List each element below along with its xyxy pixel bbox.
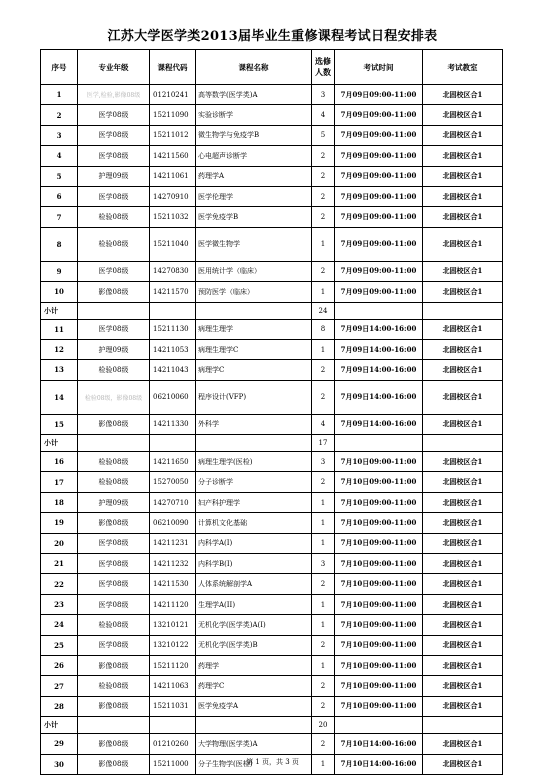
table-row: [41, 261, 503, 281]
cell-exam-time: 7月09日14:00-16:00: [335, 319, 423, 339]
subtotal-blank: [150, 717, 196, 734]
cell-exam-room: 北固校区合1: [423, 85, 503, 105]
cell-exam-time: 7月09日09:00-11:00: [335, 125, 423, 145]
table-row: [41, 186, 503, 206]
cell-exam-time: 7月09日09:00-11:00: [335, 186, 423, 206]
cell-major-grade: 医学08级: [78, 125, 150, 145]
cell-major-grade: 医学08级: [78, 186, 150, 206]
cell-exam-time: 7月09日14:00-16:00: [335, 380, 423, 414]
cell-serial-no: 12: [41, 339, 78, 359]
cell-major-grade: 医学08级: [78, 533, 150, 553]
cell-course-code: 15211130: [150, 319, 196, 339]
table-header-row: [41, 50, 503, 85]
subtotal-blank: [423, 717, 503, 734]
cell-major-grade: 检验08级: [78, 360, 150, 380]
cell-exam-room: 北固校区合1: [423, 380, 503, 414]
cell-course-code: 13210122: [150, 635, 196, 655]
cell-exam-room: 北固校区合1: [423, 339, 503, 359]
cell-serial-no: 14: [41, 380, 78, 414]
cell-exam-time: 7月10日09:00-11:00: [335, 615, 423, 635]
cell-course-name: 无机化学(医学类)B: [196, 635, 312, 655]
table-row: [41, 207, 503, 227]
cell-enrollment: 2: [312, 360, 335, 380]
cell-course-code: 14211330: [150, 414, 196, 434]
cell-exam-room: 北固校区合1: [423, 472, 503, 492]
cell-serial-no: 13: [41, 360, 78, 380]
cell-enrollment: 1: [312, 655, 335, 675]
cell-course-name: 药理学C: [196, 676, 312, 696]
document-title: 江苏大学医学类2013届毕业生重修课程考试日程安排表: [107, 29, 438, 44]
cell-course-name: 药理学A: [196, 166, 312, 186]
cell-exam-time: 7月10日09:00-11:00: [335, 513, 423, 533]
cell-serial-no: 10: [41, 282, 78, 302]
cell-exam-time: 7月10日09:00-11:00: [335, 635, 423, 655]
cell-course-name: 生理学A(II): [196, 594, 312, 614]
cell-enrollment: 3: [312, 554, 335, 574]
cell-course-code: 06210090: [150, 513, 196, 533]
cell-exam-room: 北固校区合1: [423, 105, 503, 125]
table-row: [41, 492, 503, 512]
cell-exam-time: 7月09日09:00-11:00: [335, 85, 423, 105]
table-row: [41, 105, 503, 125]
cell-major-grade: 医学08级: [78, 146, 150, 166]
cell-course-code: 14211063: [150, 676, 196, 696]
cell-exam-room: 北固校区合1: [423, 452, 503, 472]
cell-serial-no: 8: [41, 227, 78, 261]
cell-enrollment: 2: [312, 166, 335, 186]
subtotal-label: 小计: [41, 435, 78, 452]
cell-major-grade: 检验08级: [78, 227, 150, 261]
cell-enrollment: 2: [312, 574, 335, 594]
cell-major-grade: 影像08级: [78, 734, 150, 754]
cell-enrollment: 2: [312, 207, 335, 227]
cell-course-name: 医学免疫学A: [196, 696, 312, 716]
table-row: [41, 655, 503, 675]
cell-course-name: 医学微生物学: [196, 227, 312, 261]
table-row: [41, 146, 503, 166]
cell-enrollment: 2: [312, 261, 335, 281]
cell-enrollment: 2: [312, 380, 335, 414]
header-serial-no: 序号: [41, 50, 78, 85]
cell-course-code: 01210260: [150, 734, 196, 754]
subtotal-label: 小计: [41, 302, 78, 319]
subtotal-blank: [335, 302, 423, 319]
cell-exam-room: 北固校区合1: [423, 533, 503, 553]
table-row: [41, 452, 503, 472]
cell-enrollment: 1: [312, 227, 335, 261]
cell-serial-no: 25: [41, 635, 78, 655]
subtotal-blank: [78, 435, 150, 452]
cell-course-code: 14270710: [150, 492, 196, 512]
subtotal-row: [41, 302, 503, 319]
cell-enrollment: 1: [312, 594, 335, 614]
subtotal-blank: [78, 717, 150, 734]
cell-major-grade: 医学08级: [78, 594, 150, 614]
cell-exam-room: 北固校区合1: [423, 676, 503, 696]
cell-course-name: 医用统计学（临床）: [196, 261, 312, 281]
header-major-grade: 专业年级: [78, 50, 150, 85]
cell-course-code: 14270830: [150, 261, 196, 281]
cell-serial-no: 11: [41, 319, 78, 339]
table-body: [41, 85, 503, 775]
subtotal-blank: [196, 302, 312, 319]
cell-serial-no: 19: [41, 513, 78, 533]
cell-major-grade: [78, 380, 150, 414]
table-row: [41, 414, 503, 434]
cell-exam-room: 北固校区合1: [423, 261, 503, 281]
cell-exam-room: 北固校区合1: [423, 655, 503, 675]
table-row: [41, 574, 503, 594]
cell-exam-room: 北固校区合1: [423, 166, 503, 186]
cell-major-grade: 检验08级: [78, 676, 150, 696]
cell-exam-room: 北固校区合1: [423, 615, 503, 635]
cell-exam-time: 7月09日09:00-11:00: [335, 105, 423, 125]
cell-exam-room: 北固校区合1: [423, 696, 503, 716]
cell-enrollment: 1: [312, 492, 335, 512]
cell-enrollment: 1: [312, 282, 335, 302]
cell-exam-time: 7月09日14:00-16:00: [335, 360, 423, 380]
header-exam-time: 考试时间: [335, 50, 423, 85]
cell-enrollment: 2: [312, 146, 335, 166]
cell-course-name: 计算机文化基础: [196, 513, 312, 533]
table-row: [41, 85, 503, 105]
cell-major-grade: 检验08级: [78, 615, 150, 635]
cell-course-code: 15211012: [150, 125, 196, 145]
cell-course-code: 13210121: [150, 615, 196, 635]
subtotal-blank: [335, 435, 423, 452]
cell-course-name: 程序设计(VFP): [196, 380, 312, 414]
cell-enrollment: 2: [312, 696, 335, 716]
table-row: [41, 635, 503, 655]
cell-course-name: 病理生理学: [196, 319, 312, 339]
cell-course-name: 内科学B(I): [196, 554, 312, 574]
cell-course-name: 分子诊断学: [196, 472, 312, 492]
cell-exam-room: 北固校区合1: [423, 186, 503, 206]
cell-exam-room: 北固校区合1: [423, 513, 503, 533]
cell-course-code: 14211650: [150, 452, 196, 472]
cell-enrollment: 2: [312, 635, 335, 655]
subtotal-blank: [196, 435, 312, 452]
cell-exam-time: 7月09日14:00-16:00: [335, 339, 423, 359]
cell-course-code: 15211031: [150, 696, 196, 716]
table-row: [41, 125, 503, 145]
cell-enrollment: 5: [312, 125, 335, 145]
cell-course-code: 14211231: [150, 533, 196, 553]
cell-course-name: 药理学: [196, 655, 312, 675]
cell-course-code: 15211120: [150, 655, 196, 675]
cell-course-name: 外科学: [196, 414, 312, 434]
subtotal-blank: [335, 717, 423, 734]
header-exam-room: 考试教室: [423, 50, 503, 85]
cell-course-code: 15211000: [150, 754, 196, 774]
subtotal-count: 20: [312, 717, 335, 734]
cell-course-code: 15211032: [150, 207, 196, 227]
cell-major-grade: 护理09级: [78, 492, 150, 512]
cell-enrollment: 2: [312, 676, 335, 696]
cell-course-name: 预防医学（临床）: [196, 282, 312, 302]
cell-exam-room: 北固校区合1: [423, 360, 503, 380]
cell-course-name: 高等数学(医学类)A: [196, 85, 312, 105]
cell-exam-room: 北固校区合1: [423, 554, 503, 574]
cell-exam-room: 北固校区合1: [423, 207, 503, 227]
cell-exam-time: 7月09日09:00-11:00: [335, 261, 423, 281]
cell-enrollment: 3: [312, 452, 335, 472]
table-row: [41, 360, 503, 380]
table-row: [41, 380, 503, 414]
cell-exam-time: 7月10日09:00-11:00: [335, 676, 423, 696]
cell-exam-time: 7月10日09:00-11:00: [335, 472, 423, 492]
cell-course-code: 14211560: [150, 146, 196, 166]
table-row: [41, 319, 503, 339]
cell-course-code: 06210060: [150, 380, 196, 414]
table-row: [41, 339, 503, 359]
cell-major-grade: 影像08级: [78, 513, 150, 533]
cell-course-code: 14211043: [150, 360, 196, 380]
cell-serial-no: 9: [41, 261, 78, 281]
cell-course-code: 01210241: [150, 85, 196, 105]
table-row: [41, 472, 503, 492]
cell-course-code: 15211040: [150, 227, 196, 261]
cell-serial-no: 4: [41, 146, 78, 166]
cell-enrollment: 1: [312, 615, 335, 635]
cell-major-grade: 检验08级: [78, 452, 150, 472]
cell-serial-no: 7: [41, 207, 78, 227]
cell-major-grade: 影像08级: [78, 754, 150, 774]
table-row: [41, 513, 503, 533]
cell-exam-time: 7月10日09:00-11:00: [335, 492, 423, 512]
cell-exam-time: 7月10日14:00-16:00: [335, 754, 423, 774]
cell-exam-time: 7月09日09:00-11:00: [335, 166, 423, 186]
cell-serial-no: 3: [41, 125, 78, 145]
cell-course-code: 14211120: [150, 594, 196, 614]
cell-serial-no: 23: [41, 594, 78, 614]
cell-course-code: 14211570: [150, 282, 196, 302]
table-row: [41, 594, 503, 614]
cell-major-grade: 影像08级: [78, 696, 150, 716]
cell-serial-no: 22: [41, 574, 78, 594]
cell-course-name: 病理学C: [196, 360, 312, 380]
cell-exam-time: 7月09日09:00-11:00: [335, 227, 423, 261]
cell-exam-time: 7月10日09:00-11:00: [335, 594, 423, 614]
subtotal-blank: [196, 717, 312, 734]
header-course-name: 课程名称: [196, 50, 312, 85]
subtotal-row: [41, 717, 503, 734]
cell-exam-time: 7月10日09:00-11:00: [335, 533, 423, 553]
cell-exam-room: 北固校区合1: [423, 319, 503, 339]
cell-serial-no: 18: [41, 492, 78, 512]
cell-exam-time: 7月10日09:00-11:00: [335, 574, 423, 594]
cell-serial-no: 26: [41, 655, 78, 675]
cell-course-name: 妇产科护理学: [196, 492, 312, 512]
cell-enrollment: 2: [312, 472, 335, 492]
cell-course-name: 大学物理(医学类)A: [196, 734, 312, 754]
cell-enrollment: 2: [312, 734, 335, 754]
cell-major-grade: 医学08级: [78, 105, 150, 125]
cell-serial-no: 28: [41, 696, 78, 716]
cell-enrollment: 1: [312, 533, 335, 553]
header-enrollment: 选修人数: [312, 50, 335, 85]
page-footer: 第 1 页，共 3 页: [246, 758, 299, 766]
cell-major-grade: 检验08级: [78, 207, 150, 227]
table-row: [41, 554, 503, 574]
cell-course-code: 14211061: [150, 166, 196, 186]
cell-serial-no: 29: [41, 734, 78, 754]
cell-enrollment: 1: [312, 513, 335, 533]
cell-major-grade: 医学08级: [78, 261, 150, 281]
cell-course-name: 心电超声诊断学: [196, 146, 312, 166]
cell-course-name: 分子生物学(医检): [196, 754, 312, 774]
cell-serial-no: 5: [41, 166, 78, 186]
cell-serial-no: 2: [41, 105, 78, 125]
cell-course-code: 15270050: [150, 472, 196, 492]
cell-course-code: 14211530: [150, 574, 196, 594]
subtotal-blank: [423, 302, 503, 319]
cell-course-name: 医学免疫学B: [196, 207, 312, 227]
cell-enrollment: 1: [312, 754, 335, 774]
cell-serial-no: 15: [41, 414, 78, 434]
cell-exam-time: 7月10日09:00-11:00: [335, 655, 423, 675]
cell-enrollment: 1: [312, 339, 335, 359]
cell-course-name: 实验诊断学: [196, 105, 312, 125]
cell-serial-no: 24: [41, 615, 78, 635]
table-row: [41, 676, 503, 696]
cell-major-grade: [78, 85, 150, 105]
cell-course-name: 人体系统解剖学A: [196, 574, 312, 594]
cell-exam-time: 7月09日09:00-11:00: [335, 146, 423, 166]
cell-serial-no: 21: [41, 554, 78, 574]
table-row: [41, 282, 503, 302]
cell-major-grade: 影像08级: [78, 655, 150, 675]
cell-exam-time: 7月10日09:00-11:00: [335, 696, 423, 716]
cell-exam-room: 北固校区合1: [423, 227, 503, 261]
cell-course-name: 无机化学(医学类)A(I): [196, 615, 312, 635]
table-row: [41, 734, 503, 754]
cell-enrollment: 4: [312, 414, 335, 434]
subtotal-row: [41, 435, 503, 452]
subtotal-count: 24: [312, 302, 335, 319]
cell-serial-no: 27: [41, 676, 78, 696]
cell-major-grade: 影像08级: [78, 282, 150, 302]
cell-major-grade: 医学08级: [78, 635, 150, 655]
table-row: [41, 533, 503, 553]
cell-exam-room: 北固校区合1: [423, 574, 503, 594]
cell-enrollment: 2: [312, 186, 335, 206]
header-course-code: 课程代码: [150, 50, 196, 85]
cell-major-grade: 影像08级: [78, 414, 150, 434]
cell-exam-room: 北固校区合1: [423, 125, 503, 145]
cell-major-grade: 护理09级: [78, 339, 150, 359]
cell-major-grade: 医学08级: [78, 574, 150, 594]
cell-course-code: 14211232: [150, 554, 196, 574]
cell-serial-no: 17: [41, 472, 78, 492]
table-row: [41, 166, 503, 186]
cell-enrollment: 3: [312, 85, 335, 105]
subtotal-blank: [150, 435, 196, 452]
cell-major-grade: 检验08级: [78, 472, 150, 492]
cell-course-name: 病理生理学C: [196, 339, 312, 359]
cell-serial-no: 6: [41, 186, 78, 206]
cell-major-grade: 医学08级: [78, 319, 150, 339]
cell-exam-room: 北固校区合1: [423, 282, 503, 302]
table-row: [41, 227, 503, 261]
cell-exam-room: 北固校区合1: [423, 492, 503, 512]
cell-exam-time: 7月09日14:00-16:00: [335, 414, 423, 434]
cell-serial-no: 16: [41, 452, 78, 472]
cell-course-name: 内科学A(I): [196, 533, 312, 553]
faint-major-text: 医学,检验,影像08级: [86, 92, 141, 100]
cell-serial-no: 30: [41, 754, 78, 774]
cell-serial-no: 1: [41, 85, 78, 105]
cell-enrollment: 8: [312, 319, 335, 339]
cell-exam-time: 7月09日09:00-11:00: [335, 282, 423, 302]
cell-course-name: 病理生理学(医检): [196, 452, 312, 472]
cell-course-code: 14270910: [150, 186, 196, 206]
faint-major-text: 检验08级，影像08级: [84, 394, 143, 402]
table-row: [41, 696, 503, 716]
table-row: [41, 615, 503, 635]
cell-course-code: 14211053: [150, 339, 196, 359]
cell-exam-room: 北固校区合1: [423, 635, 503, 655]
cell-exam-time: 7月10日09:00-11:00: [335, 554, 423, 574]
cell-exam-room: 北固校区合1: [423, 734, 503, 754]
cell-enrollment: 4: [312, 105, 335, 125]
cell-course-name: 医学伦理学: [196, 186, 312, 206]
cell-course-name: 微生物学与免疫学B: [196, 125, 312, 145]
cell-exam-room: 北固校区合1: [423, 594, 503, 614]
cell-major-grade: 护理09级: [78, 166, 150, 186]
subtotal-blank: [423, 435, 503, 452]
cell-major-grade: 医学08级: [78, 554, 150, 574]
cell-exam-room: 北固校区合1: [423, 146, 503, 166]
cell-exam-room: 北固校区合1: [423, 754, 503, 774]
cell-exam-time: 7月10日09:00-11:00: [335, 452, 423, 472]
subtotal-count: 17: [312, 435, 335, 452]
exam-schedule-table: [40, 49, 503, 775]
cell-exam-room: 北固校区合1: [423, 414, 503, 434]
cell-serial-no: 20: [41, 533, 78, 553]
subtotal-blank: [150, 302, 196, 319]
cell-exam-time: 7月10日14:00-16:00: [335, 734, 423, 754]
subtotal-label: 小计: [41, 717, 78, 734]
subtotal-blank: [78, 302, 150, 319]
cell-course-code: 15211090: [150, 105, 196, 125]
cell-exam-time: 7月09日09:00-11:00: [335, 207, 423, 227]
